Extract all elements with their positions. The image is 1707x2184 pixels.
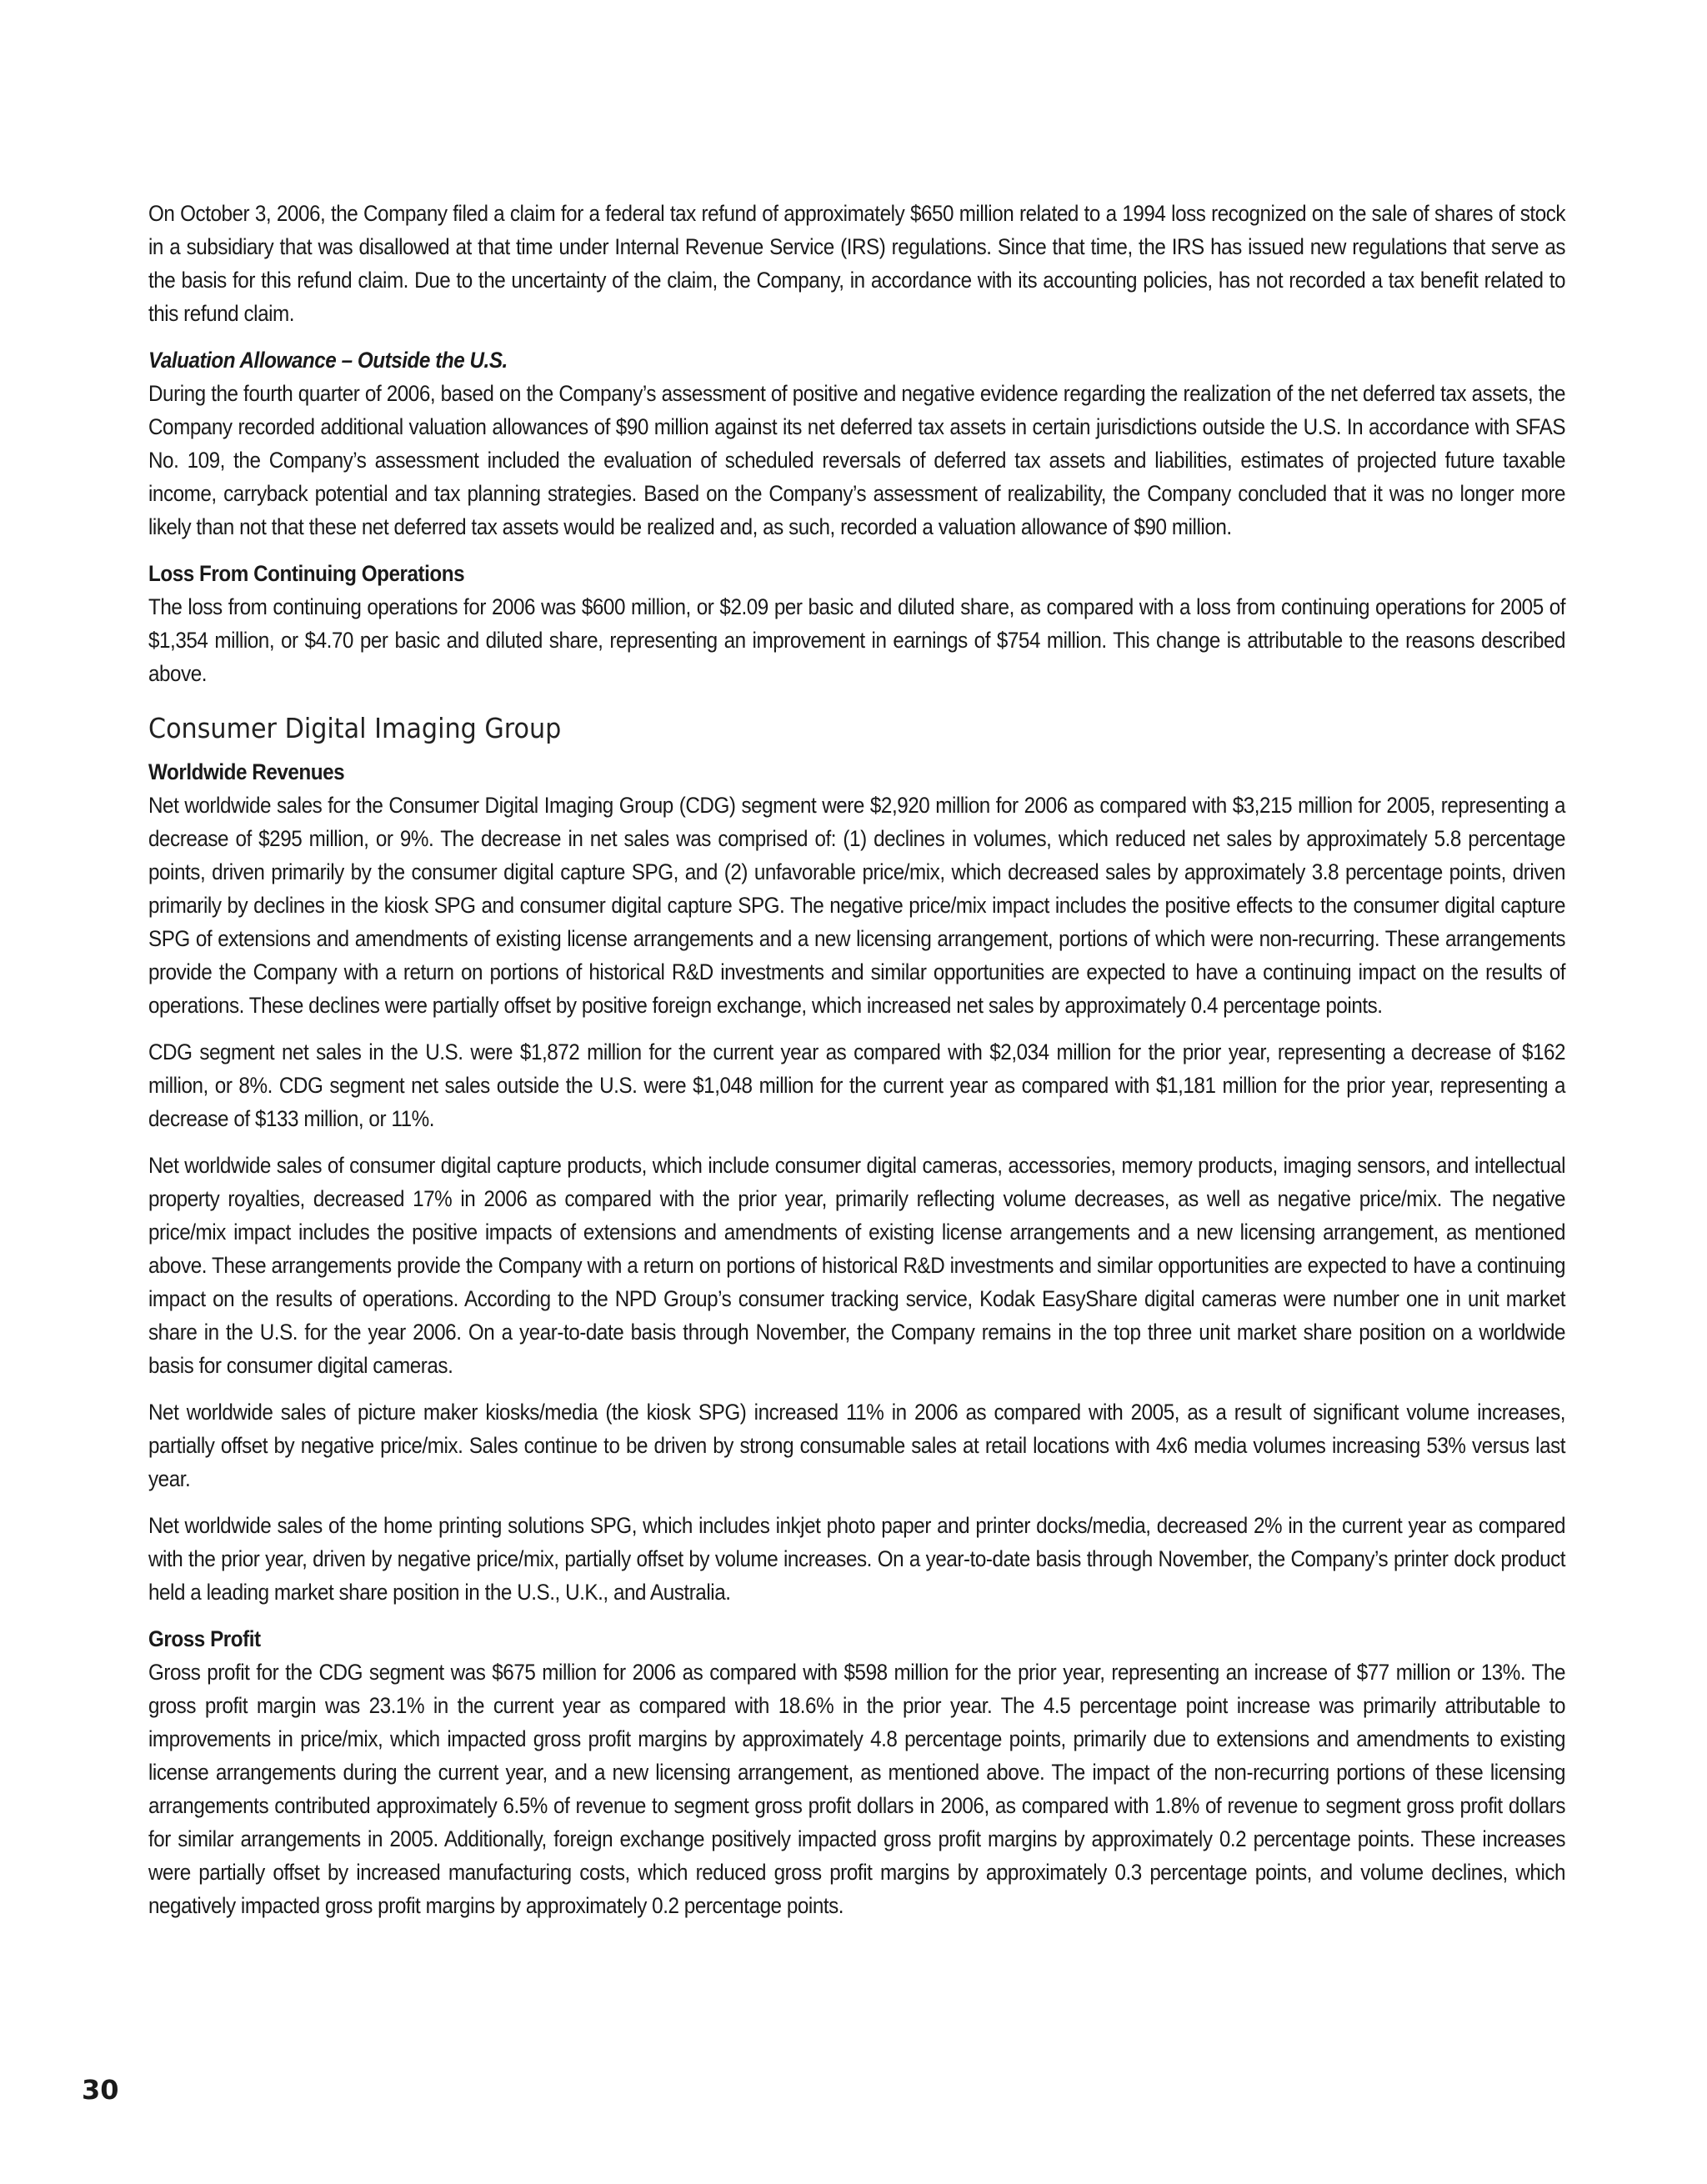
heading-gross-profit: Gross Profit xyxy=(148,1626,261,1651)
paragraph-valuation-allowance: During the fourth quarter of 2006, based on the Company’s assessment of positive and negative evidence regarding the realization of the net deferred tax assets, the Company recorded additional valuation allowances of $90 million against its net deferred tax assets in certain jurisdictions outside the U.S. In accordance with SFAS No. 109, the Company’s assessment included the evaluation of scheduled reversals of deferred tax assets and liabilities, estimates of projected future taxable income, carryback potential and tax planning strategies. Based on the Company’s assessment of realizability, the Company concluded that it was no longer more likely than not that these net deferred tax assets would be realized and, as such, recorded a valuation allowance of $90 million. xyxy=(148,381,1566,539)
paragraph-cdg-us-sales: CDG segment net sales in the U.S. were $1,872 million for the current year as compared with $2,034 million for the prior year, representing a decrease of $162 million, or 8%. CDG segment net sales outside the U.S. were $1,048 million for the current year as compared with $1,181 million for the prior year, representing a decrease of $133 million, or 11%. xyxy=(148,1039,1566,1131)
paragraph-worldwide-revenues: Net worldwide sales for the Consumer Digital Imaging Group (CDG) segment were $2,920 million for 2006 as compared with $3,215 million for 2005, representing a decrease of $295 million, or 9%. The decrease in net sales was comprised of: (1) declines in volumes, which reduced net sales by approximately 5.8 percentage points, driven primarily by the consumer digital capture SPG, and (2) unfavorable price/mix, which decreased sales by approximately 3.8 percentage points, driven primarily by declines in the kiosk SPG and consumer digital capture SPG. The negative price/mix impact includes the positive effects to the consumer digital capture SPG of extensions and amendments of existing license arrangements and a new licensing arrangement, portions of which were non-recurring. These arrangements provide the Company with a return on portions of historical R&D investments and similar opportunities are expected to have a continuing impact on the results of operations. These declines were partially offset by positive foreign exchange, which increased net sales by approximately 0.4 percentage points. xyxy=(148,793,1566,1018)
paragraph-tax-refund-claim: On October 3, 2006, the Company filed a claim for a federal tax refund of approximately $650 million related to a 1994 loss recognized on the sale of shares of stock in a subsidiary that was disallowed at that time under Internal Revenue Service (IRS) regulations. Since that time, the IRS has issued new regulations that serve as the basis for this refund claim. Due to the uncertainty of the claim, the Company, in accordance with its accounting policies, has not recorded a tax benefit related to this refund claim. xyxy=(148,201,1566,326)
paragraph-gross-profit: Gross profit for the CDG segment was $675 million for 2006 as compared with $598 million for the prior year, representing an increase of $77 million or 13%. The gross profit margin was 23.1% in the current year as compared with 18.6% in the prior year. The 4.5 percentage point increase was primarily attributable to improvements in price/mix, which impacted gross profit margins by approximately 4.8 percentage points, primarily due to extensions and amendments to existing license arrangements during the current year, and a new licensing arrangement, as mentioned above. The impact of the non-recurring portions of these licensing arrangements contributed approximately 6.5% of revenue to segment gross profit dollars in 2006, as compared with 1.8% of revenue to segment gross profit dollars for similar arrangements in 2005. Additionally, foreign exchange positively impacted gross profit margins by approximately 0.2 percentage points. These increases were partially offset by increased manufacturing costs, which reduced gross profit margins by approximately 0.3 percentage points, and volume declines, which negatively impacted gross profit margins by approximately 0.2 percentage points. xyxy=(148,1660,1566,1918)
heading-loss-continuing-operations: Loss From Continuing Operations xyxy=(148,561,465,586)
document-body xyxy=(148,197,1566,1936)
paragraph-home-printing: Net worldwide sales of the home printing solutions SPG, which includes inkjet photo paper and printer docks/media, decreased 2% in the current year as compared with the prior year, driven by negative price/mix, partially offset by volume increases. On a year-to-date basis through November, the Company’s printer dock product held a leading market share position in the U.S., U.K., and Australia. xyxy=(148,1513,1566,1605)
page-number: 30 xyxy=(82,2074,119,2106)
heading-valuation-allowance: Valuation Allowance – Outside the U.S. xyxy=(148,348,508,373)
paragraph-loss-continuing-operations: The loss from continuing operations for 2006 was $600 million, or $2.09 per basic and diluted share, as compared with a loss from continuing operations for 2005 of $1,354 million, or $4.70 per basic and diluted share, representing an improvement in earnings of $754 million. This change is attributable to the reasons described above. xyxy=(148,594,1566,686)
paragraph-kiosk-spg: Net worldwide sales of picture maker kiosks/media (the kiosk SPG) increased 11% in 2006 as compared with 2005, as a result of significant volume increases, partially offset by negative price/mix. Sales continue to be driven by strong consumable sales at retail locations with 4x6 media volumes increasing 53% versus last year. xyxy=(148,1400,1566,1491)
paragraph-digital-capture: Net worldwide sales of consumer digital capture products, which include consumer digital cameras, accessories, memory products, imaging sensors, and intellectual property royalties, decreased 17% in 2006 as compared with the prior year, primarily reflecting volume decreases, as well as negative price/mix. The negative price/mix impact includes the positive impacts of extensions and amendments of existing license arrangements and a new licensing arrangement, as mentioned above. These arrangements provide the Company with a return on portions of historical R&D investments and similar opportunities are expected to have a continuing impact on the results of operations. According to the NPD Group’s consumer tracking service, Kodak EasyShare digital cameras were number one in unit market share in the U.S. for the year 2006. On a year-to-date basis through November, the Company remains in the top three unit market share position on a worldwide basis for consumer digital cameras. xyxy=(148,1153,1566,1378)
section-title-consumer-digital-imaging: Consumer Digital Imaging Group xyxy=(148,712,562,744)
heading-worldwide-revenues: Worldwide Revenues xyxy=(148,759,345,784)
